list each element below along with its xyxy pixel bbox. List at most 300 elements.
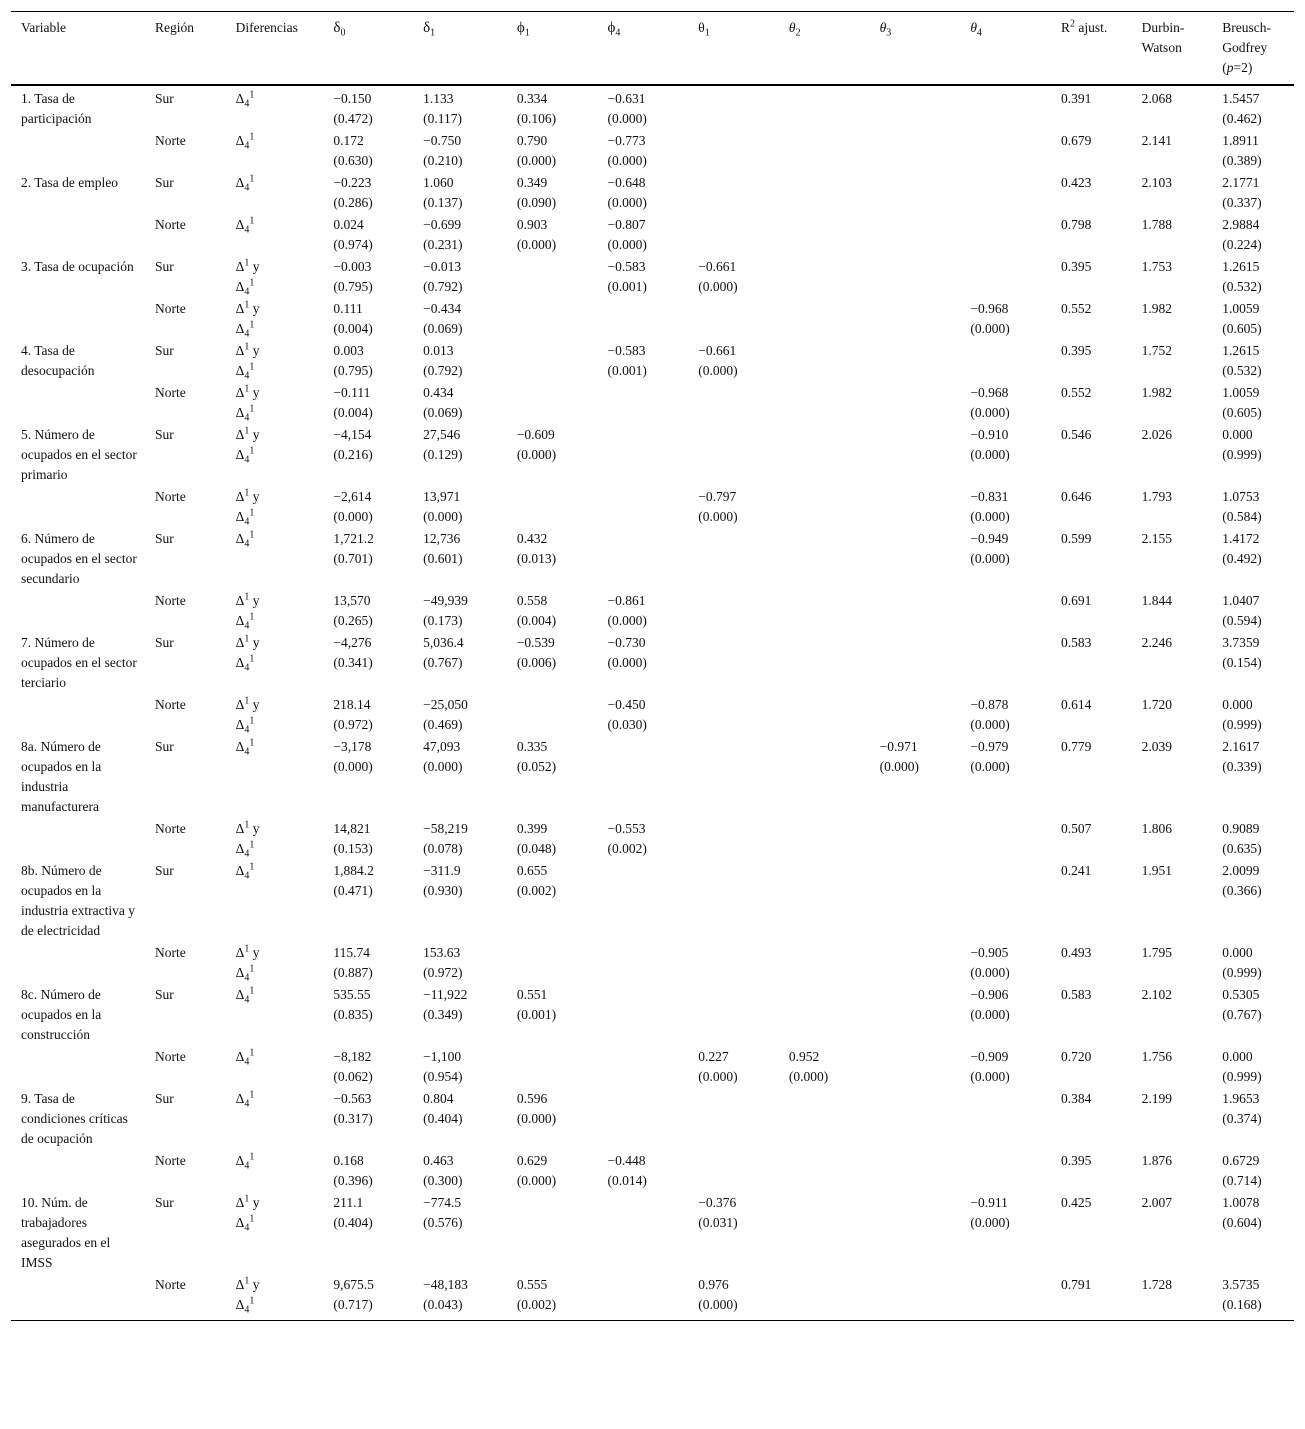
- cell-delta0: [323, 1088, 413, 1150]
- p-value: (0.000): [607, 237, 647, 252]
- cell-phi4: [598, 1046, 689, 1088]
- cell-phi1: [507, 172, 598, 214]
- p-value: (0.078): [423, 841, 463, 856]
- table-row: [11, 172, 1294, 214]
- cell-dw: [1132, 1150, 1213, 1192]
- coefficient-value: 0.227: [698, 1049, 729, 1064]
- coefficient-value: 0.720: [1061, 1049, 1092, 1064]
- coefficient-value: −0.979: [970, 739, 1009, 754]
- cell-theta1: [688, 214, 779, 256]
- cell-variable: [11, 214, 145, 256]
- coefficient-value: 1.756: [1141, 1049, 1173, 1064]
- p-value: (0.106): [516, 111, 557, 126]
- cell-theta3: [870, 1088, 961, 1150]
- coefficient-value: −0.003: [333, 259, 372, 274]
- cell-region: Sur: [155, 531, 174, 546]
- header-region: Región: [155, 20, 195, 35]
- p-value: (0.004): [333, 405, 373, 420]
- cell-region: Sur: [155, 635, 174, 650]
- cell-delta1: [413, 860, 507, 942]
- cell-phi4: [598, 984, 689, 1046]
- cell-theta4: [960, 590, 1051, 632]
- p-value: (0.117): [423, 111, 462, 126]
- cell-theta1: [688, 528, 779, 590]
- cell-theta3: [870, 860, 961, 942]
- cell-delta1: [413, 340, 507, 382]
- cell-variable: 3. Tasa de ocupación: [21, 259, 134, 274]
- coefficient-value: −0.773: [607, 133, 646, 148]
- coefficient-value: 0.655: [516, 863, 548, 878]
- coefficient-value: 0.976: [698, 1277, 729, 1292]
- cell-theta4: [960, 1274, 1051, 1321]
- cell-phi4: [598, 340, 689, 382]
- cell-dw: [1132, 984, 1213, 1046]
- cell-bg: [1212, 298, 1294, 340]
- coefficient-value: 1.0059: [1222, 301, 1260, 316]
- coefficient-value: 2.039: [1141, 739, 1173, 754]
- coefficient-value: −0.878: [970, 697, 1009, 712]
- coefficient-value: 1.951: [1141, 863, 1173, 878]
- cell-theta1: [688, 1088, 779, 1150]
- cell-theta1: [688, 130, 779, 172]
- table-row: [11, 942, 1294, 984]
- cell-theta2: [779, 632, 870, 694]
- coefficient-value: −0.563: [333, 1091, 372, 1106]
- coefficient-value: 1.4172: [1222, 531, 1260, 546]
- p-value: (0.069): [423, 405, 463, 420]
- coefficient-value: 0.558: [516, 593, 548, 608]
- cell-theta4: [960, 1150, 1051, 1192]
- coefficient-value: −4,154: [333, 427, 372, 442]
- coefficient-value: 3.5735: [1222, 1277, 1260, 1292]
- cell-bg: [1212, 860, 1294, 942]
- coefficient-value: 1.806: [1141, 821, 1173, 836]
- p-value: (0.337): [1222, 195, 1262, 210]
- cell-phi1: [507, 984, 598, 1046]
- coefficient-value: −49,939: [423, 593, 468, 608]
- p-value: (0.000): [970, 1007, 1010, 1022]
- cell-dw: [1132, 1088, 1213, 1150]
- cell-theta4: [960, 736, 1051, 818]
- table-row: [11, 818, 1294, 860]
- coefficient-value: 0.432: [516, 531, 548, 546]
- coefficient-value: −0.661: [698, 259, 737, 274]
- cell-theta3: [870, 984, 961, 1046]
- p-value: (0.341): [333, 655, 373, 670]
- cell-delta1: [413, 486, 507, 528]
- cell-theta3: [870, 340, 961, 382]
- cell-theta1: [688, 860, 779, 942]
- coefficient-value: −0.968: [970, 301, 1009, 316]
- cell-region: Sur: [155, 739, 174, 754]
- cell-delta1: [413, 172, 507, 214]
- cell-r2: [1051, 528, 1132, 590]
- cell-phi1: [507, 1192, 598, 1274]
- cell-region: Norte: [155, 945, 186, 960]
- coefficient-value: −0.797: [698, 489, 737, 504]
- cell-delta0: [323, 130, 413, 172]
- table-row: [11, 340, 1294, 382]
- cell-region: Norte: [155, 133, 186, 148]
- coefficient-value: 0.790: [516, 133, 548, 148]
- cell-theta4: [960, 694, 1051, 736]
- cell-variable: 8c. Número de ocupados en la construcción: [21, 987, 102, 1042]
- coefficient-value: −58,219: [423, 821, 468, 836]
- coefficient-value: 0.5305: [1222, 987, 1260, 1002]
- coefficient-value: 2.007: [1141, 1195, 1173, 1210]
- cell-delta0: [323, 694, 413, 736]
- cell-phi4: [598, 486, 689, 528]
- cell-diferencias: $\Delta_4^1$: [235, 529, 255, 550]
- cell-delta1: [413, 694, 507, 736]
- cell-theta4: [960, 214, 1051, 256]
- cell-phi4: [598, 214, 689, 256]
- cell-r2: [1051, 382, 1132, 424]
- cell-diferencias: $\Delta^1$ y $\Delta_4^1$: [235, 341, 260, 382]
- p-value: (0.062): [333, 1069, 373, 1084]
- coefficient-value: −0.609: [516, 427, 555, 442]
- cell-delta1: [413, 984, 507, 1046]
- p-value: (0.000): [516, 237, 557, 252]
- p-value: (0.792): [423, 363, 463, 378]
- cell-delta1: [413, 85, 507, 130]
- cell-theta3: [870, 694, 961, 736]
- coefficient-value: 1.788: [1141, 217, 1173, 232]
- p-value: (0.404): [423, 1111, 463, 1126]
- p-value: (0.000): [970, 509, 1010, 524]
- cell-theta1: [688, 85, 779, 130]
- cell-dw: [1132, 486, 1213, 528]
- cell-delta0: [323, 382, 413, 424]
- cell-dw: [1132, 736, 1213, 818]
- cell-theta1: [688, 818, 779, 860]
- coefficient-value: 0.507: [1061, 821, 1092, 836]
- p-value: (0.129): [423, 447, 463, 462]
- cell-region: Sur: [155, 175, 174, 190]
- p-value: (0.052): [516, 759, 557, 774]
- coefficient-value: −0.911: [970, 1195, 1008, 1210]
- cell-r2: [1051, 172, 1132, 214]
- cell-dw: [1132, 256, 1213, 298]
- coefficient-value: 13,971: [423, 489, 461, 504]
- cell-theta3: [870, 818, 961, 860]
- cell-region: Norte: [155, 821, 186, 836]
- cell-phi4: [598, 736, 689, 818]
- p-value: (0.000): [970, 447, 1010, 462]
- cell-phi4: [598, 256, 689, 298]
- coefficient-value: −0.750: [423, 133, 462, 148]
- cell-bg: [1212, 1274, 1294, 1321]
- p-value: (0.000): [970, 321, 1010, 336]
- cell-theta1: [688, 1150, 779, 1192]
- coefficient-value: −0.450: [607, 697, 646, 712]
- cell-delta0: [323, 590, 413, 632]
- coefficient-value: −0.553: [607, 821, 646, 836]
- cell-delta1: [413, 1088, 507, 1150]
- cell-region: Norte: [155, 697, 186, 712]
- coefficient-value: 2.026: [1141, 427, 1173, 442]
- cell-theta3: [870, 256, 961, 298]
- cell-phi1: [507, 298, 598, 340]
- cell-phi1: [507, 85, 598, 130]
- coefficient-value: 1.753: [1141, 259, 1173, 274]
- p-value: (0.000): [607, 655, 647, 670]
- p-value: (0.974): [333, 237, 373, 252]
- coefficient-value: −0.376: [698, 1195, 737, 1210]
- cell-region: Sur: [155, 91, 174, 106]
- coefficient-value: −0.434: [423, 301, 462, 316]
- cell-phi4: [598, 130, 689, 172]
- coefficient-value: 1.752: [1141, 343, 1173, 358]
- coefficient-value: 1.728: [1141, 1277, 1173, 1292]
- cell-variable: [11, 298, 145, 340]
- cell-delta0: [323, 942, 413, 984]
- cell-diferencias: $\Delta^1$ y $\Delta_4^1$: [235, 425, 260, 466]
- cell-theta3: [870, 942, 961, 984]
- coefficient-value: 1.0078: [1222, 1195, 1260, 1210]
- cell-delta1: [413, 1046, 507, 1088]
- cell-theta4: [960, 1088, 1051, 1150]
- coefficient-value: −0.861: [607, 593, 646, 608]
- p-value: (0.835): [333, 1007, 373, 1022]
- cell-r2: [1051, 1088, 1132, 1150]
- cell-r2: [1051, 736, 1132, 818]
- coefficient-value: 0.583: [1061, 635, 1092, 650]
- cell-phi4: [598, 1088, 689, 1150]
- header-r2: $R^2$ ajust.: [1061, 18, 1108, 35]
- p-value: (0.231): [423, 237, 463, 252]
- coefficient-value: 1.793: [1141, 489, 1173, 504]
- coefficient-value: −0.448: [607, 1153, 646, 1168]
- cell-delta0: [323, 85, 413, 130]
- table-row: [11, 298, 1294, 340]
- cell-bg: [1212, 984, 1294, 1046]
- p-value: (0.173): [423, 613, 463, 628]
- cell-dw: [1132, 1046, 1213, 1088]
- cell-bg: [1212, 528, 1294, 590]
- cell-delta0: [323, 1046, 413, 1088]
- coefficient-value: −2,614: [333, 489, 372, 504]
- cell-theta3: [870, 130, 961, 172]
- coefficient-value: 1.982: [1141, 385, 1173, 400]
- table-row: [11, 382, 1294, 424]
- cell-diferencias: $\Delta^1$ y $\Delta_4^1$: [235, 591, 260, 632]
- cell-r2: [1051, 340, 1132, 382]
- cell-theta4: [960, 1046, 1051, 1088]
- cell-r2: [1051, 632, 1132, 694]
- cell-region: Norte: [155, 217, 186, 232]
- cell-region: Sur: [155, 863, 174, 878]
- cell-theta2: [779, 214, 870, 256]
- cell-theta4: [960, 486, 1051, 528]
- cell-delta0: [323, 1192, 413, 1274]
- cell-theta3: [870, 424, 961, 486]
- header-row: [11, 12, 1294, 86]
- p-value: (0.972): [423, 965, 463, 980]
- cell-phi1: [507, 1150, 598, 1192]
- cell-theta2: [779, 1088, 870, 1150]
- coefficient-value: −4,276: [333, 635, 372, 650]
- cell-theta1: [688, 1046, 779, 1088]
- p-value: (0.000): [423, 759, 463, 774]
- cell-delta0: [323, 1274, 413, 1321]
- cell-diferencias: $\Delta_4^1$: [235, 985, 255, 1006]
- coefficient-value: −8,182: [333, 1049, 372, 1064]
- cell-diferencias: $\Delta_4^1$: [235, 861, 255, 882]
- p-value: (0.030): [607, 717, 647, 732]
- p-value: (0.605): [1222, 321, 1262, 336]
- coefficient-value: 0.024: [333, 217, 364, 232]
- p-value: (0.153): [333, 841, 373, 856]
- cell-dw: [1132, 942, 1213, 984]
- cell-delta0: [323, 984, 413, 1046]
- table-row: [11, 528, 1294, 590]
- table-row: [11, 486, 1294, 528]
- cell-delta1: [413, 1192, 507, 1274]
- cell-theta3: [870, 382, 961, 424]
- coefficient-value: 0.384: [1061, 1091, 1092, 1106]
- coefficient-value: 2.246: [1141, 635, 1173, 650]
- p-value: (0.069): [423, 321, 463, 336]
- p-value: (0.154): [1222, 655, 1262, 670]
- cell-theta1: [688, 984, 779, 1046]
- coefficient-value: 0.000: [1222, 697, 1253, 712]
- p-value: (0.389): [1222, 153, 1262, 168]
- p-value: (0.000): [788, 1069, 829, 1084]
- cell-dw: [1132, 85, 1213, 130]
- cell-r2: [1051, 860, 1132, 942]
- cell-phi1: [507, 860, 598, 942]
- coefficient-value: 0.6729: [1222, 1153, 1260, 1168]
- coefficient-value: −0.906: [970, 987, 1009, 1002]
- p-value: (0.999): [1222, 717, 1262, 732]
- cell-phi4: [598, 172, 689, 214]
- p-value: (0.002): [516, 883, 557, 898]
- p-value: (0.601): [423, 551, 463, 566]
- cell-theta1: [688, 694, 779, 736]
- cell-r2: [1051, 1274, 1132, 1321]
- cell-theta1: [688, 172, 779, 214]
- cell-bg: [1212, 942, 1294, 984]
- coefficient-value: 5,036.4: [423, 635, 464, 650]
- p-value: (0.265): [333, 613, 373, 628]
- coefficient-value: 13,570: [333, 593, 371, 608]
- p-value: (0.048): [516, 841, 557, 856]
- cell-theta2: [779, 736, 870, 818]
- coefficient-value: 0.599: [1061, 531, 1092, 546]
- cell-theta2: [779, 340, 870, 382]
- cell-dw: [1132, 694, 1213, 736]
- coefficient-value: 0.172: [333, 133, 364, 148]
- p-value: (0.000): [970, 405, 1010, 420]
- cell-phi4: [598, 694, 689, 736]
- cell-phi4: [598, 1274, 689, 1321]
- coefficient-value: −0.699: [423, 217, 462, 232]
- p-value: (0.000): [970, 1069, 1010, 1084]
- cell-diferencias: $\Delta^1$ y $\Delta_4^1$: [235, 695, 260, 736]
- coefficient-value: −0.910: [970, 427, 1009, 442]
- p-value: (0.630): [333, 153, 373, 168]
- coefficient-value: 1.2615: [1222, 343, 1260, 358]
- coefficient-value: 0.423: [1061, 175, 1092, 190]
- coefficient-value: −0.013: [423, 259, 462, 274]
- coefficient-value: 2.141: [1141, 133, 1173, 148]
- coefficient-value: 0.791: [1061, 1277, 1092, 1292]
- cell-phi1: [507, 590, 598, 632]
- p-value: (0.000): [970, 551, 1010, 566]
- cell-variable: 5. Número de ocupados en el sector primario: [21, 427, 137, 482]
- cell-theta2: [779, 1150, 870, 1192]
- cell-delta0: [323, 214, 413, 256]
- cell-dw: [1132, 528, 1213, 590]
- table-row: [11, 736, 1294, 818]
- coefficient-value: −48,183: [423, 1277, 468, 1292]
- coefficient-value: 0.779: [1061, 739, 1092, 754]
- table-row: [11, 214, 1294, 256]
- coefficient-value: −774.5: [423, 1195, 462, 1210]
- coefficient-value: 2.155: [1141, 531, 1173, 546]
- coefficient-value: −25,050: [423, 697, 468, 712]
- cell-phi4: [598, 528, 689, 590]
- cell-variable: 9. Tasa de condiciones críticas de ocupación: [21, 1091, 128, 1146]
- cell-delta1: [413, 1150, 507, 1192]
- coefficient-value: 0.434: [423, 385, 454, 400]
- coefficient-value: 0.425: [1061, 1195, 1092, 1210]
- p-value: (0.090): [516, 195, 557, 210]
- coefficient-value: 1.0753: [1222, 489, 1260, 504]
- cell-r2: [1051, 590, 1132, 632]
- cell-bg: [1212, 256, 1294, 298]
- cell-r2: [1051, 130, 1132, 172]
- p-value: (0.594): [1222, 613, 1262, 628]
- coefficient-value: 1.5457: [1222, 91, 1260, 106]
- p-value: (0.000): [423, 509, 463, 524]
- cell-bg: [1212, 214, 1294, 256]
- cell-delta0: [323, 424, 413, 486]
- cell-theta1: [688, 1192, 779, 1274]
- p-value: (0.001): [607, 279, 647, 294]
- coefficient-value: 0.399: [516, 821, 548, 836]
- cell-theta2: [779, 694, 870, 736]
- cell-phi1: [507, 486, 598, 528]
- p-value: (0.492): [1222, 551, 1262, 566]
- coefficient-value: 0.596: [516, 1091, 548, 1106]
- coefficient-value: −11,922: [423, 987, 468, 1002]
- cell-variable: 4. Tasa de desocupación: [21, 343, 95, 378]
- table-row: [11, 694, 1294, 736]
- p-value: (0.767): [423, 655, 463, 670]
- cell-diferencias: $\Delta_4^1$: [235, 131, 255, 152]
- p-value: (0.584): [1222, 509, 1262, 524]
- cell-r2: [1051, 256, 1132, 298]
- p-value: (0.000): [698, 279, 738, 294]
- p-value: (0.043): [423, 1297, 463, 1312]
- coefficient-value: 218.14: [333, 697, 371, 712]
- p-value: (0.000): [698, 363, 738, 378]
- p-value: (0.576): [423, 1215, 463, 1230]
- cell-theta1: [688, 486, 779, 528]
- cell-delta1: [413, 214, 507, 256]
- cell-diferencias: $\Delta_4^1$: [235, 737, 255, 758]
- p-value: (0.014): [607, 1173, 647, 1188]
- cell-variable: [11, 590, 145, 632]
- cell-delta1: [413, 528, 507, 590]
- cell-phi1: [507, 694, 598, 736]
- cell-delta0: [323, 298, 413, 340]
- cell-diferencias: $\Delta_4^1$: [235, 1151, 255, 1172]
- header-variable: Variable: [21, 20, 66, 35]
- table-row: [11, 130, 1294, 172]
